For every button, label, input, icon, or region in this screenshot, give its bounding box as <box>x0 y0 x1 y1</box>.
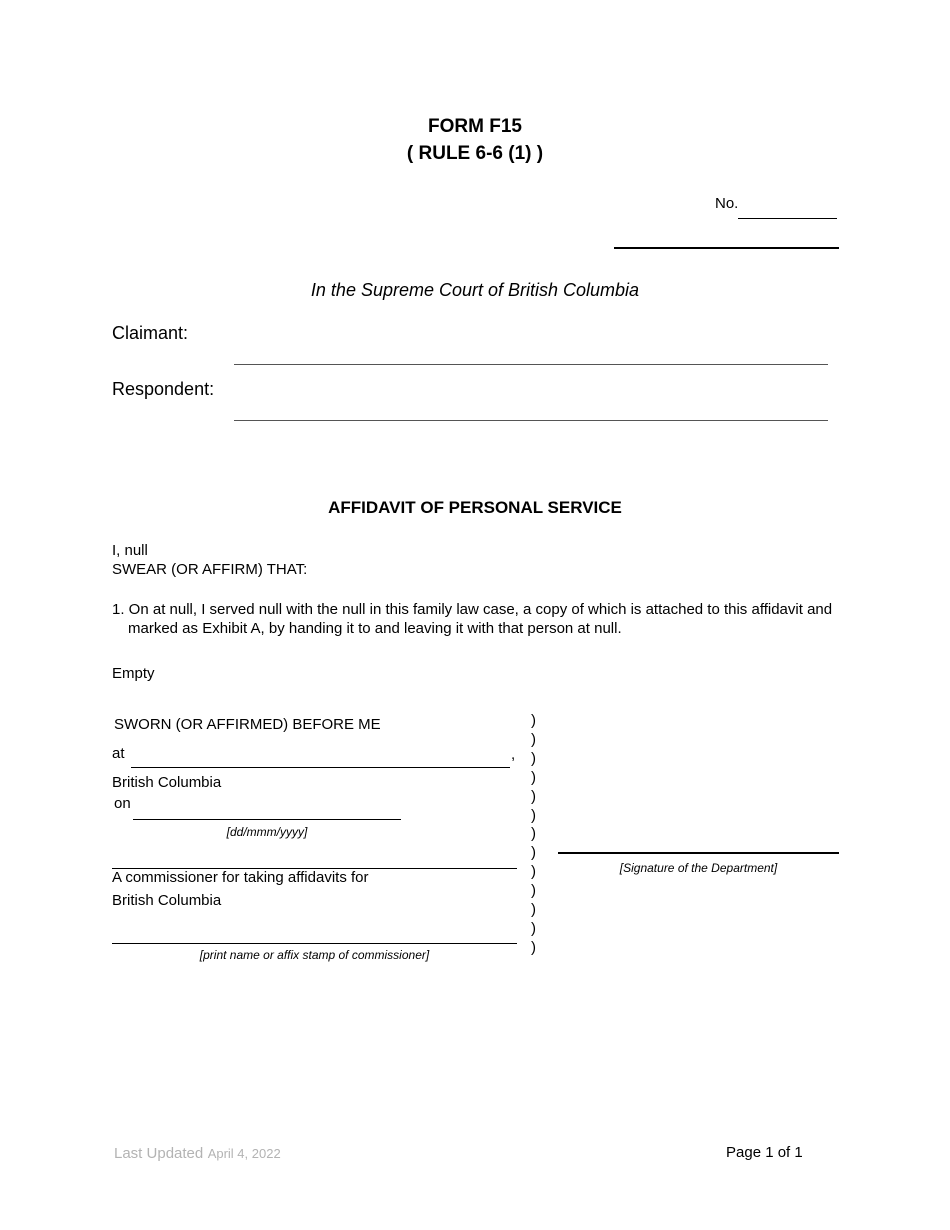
parenthesis: ) <box>531 919 536 937</box>
at-label: at <box>112 745 125 762</box>
parenthesis: ) <box>531 712 536 729</box>
date-line <box>133 819 401 820</box>
parenthesis: ) <box>531 806 536 824</box>
sworn-before-me: SWORN (OR AFFIRMED) BEFORE ME <box>114 716 381 733</box>
respondent-line <box>234 420 828 421</box>
file-number-label: No. <box>715 195 739 212</box>
last-updated <box>114 1145 281 1163</box>
parenthesis: ) <box>531 938 536 956</box>
commissioner-text-1: A commissioner for taking affidavits for <box>112 869 369 886</box>
parenthesis: ) <box>531 825 536 843</box>
location-line <box>131 767 510 768</box>
affidavit-title: AFFIDAVIT OF PERSONAL SERVICE <box>328 498 622 517</box>
commissioner-name-hint: [print name or affix stamp of commissioner] <box>199 948 430 962</box>
last-updated-label: Last Updated <box>114 1145 204 1162</box>
parenthesis: ) <box>531 787 536 805</box>
date-format-hint: [dd/mmm/yyyy] <box>226 825 308 839</box>
location-comma: , <box>511 746 516 763</box>
department-signature-hint: [Signature of the Department] <box>619 861 778 875</box>
department-signature-line <box>558 852 839 854</box>
parenthesis: ) <box>531 844 536 862</box>
form-rule: ( RULE 6-6 (1) ) <box>406 143 544 164</box>
parenthesis-column <box>531 712 543 958</box>
parenthesis: ) <box>531 749 536 767</box>
claimant-label: Claimant: <box>112 323 189 343</box>
parenthesis: ) <box>531 730 536 748</box>
province-label: British Columbia <box>112 774 222 791</box>
file-number-line <box>738 218 837 219</box>
on-label: on <box>114 795 131 812</box>
commissioner-name-line <box>112 943 517 944</box>
court-name: In the Supreme Court of British Columbia <box>310 280 640 300</box>
form-title: FORM F15 <box>428 116 522 137</box>
deponent-line: I, null <box>112 542 148 559</box>
parenthesis: ) <box>531 768 536 786</box>
paragraph-1-line-1: 1. On at null, I served null with the null in this family law case, a copy of which is attached to this affidavit and <box>112 601 833 618</box>
commissioner-text-2: British Columbia <box>112 892 222 909</box>
parenthesis: ) <box>531 882 536 900</box>
page-number: Page 1 of 1 <box>726 1144 803 1161</box>
parenthesis: ) <box>531 863 536 881</box>
empty-text: Empty <box>112 665 155 682</box>
registry-line <box>614 247 839 249</box>
parenthesis: ) <box>531 901 536 919</box>
paragraph-1-line-2: marked as Exhibit A, by handing it to and leaving it with that person at null. <box>128 620 622 637</box>
respondent-label: Respondent: <box>112 379 215 399</box>
swear-line: SWEAR (OR AFFIRM) THAT: <box>112 561 308 578</box>
claimant-line <box>234 364 828 365</box>
last-updated-date: April 4, 2022 <box>207 1146 281 1161</box>
